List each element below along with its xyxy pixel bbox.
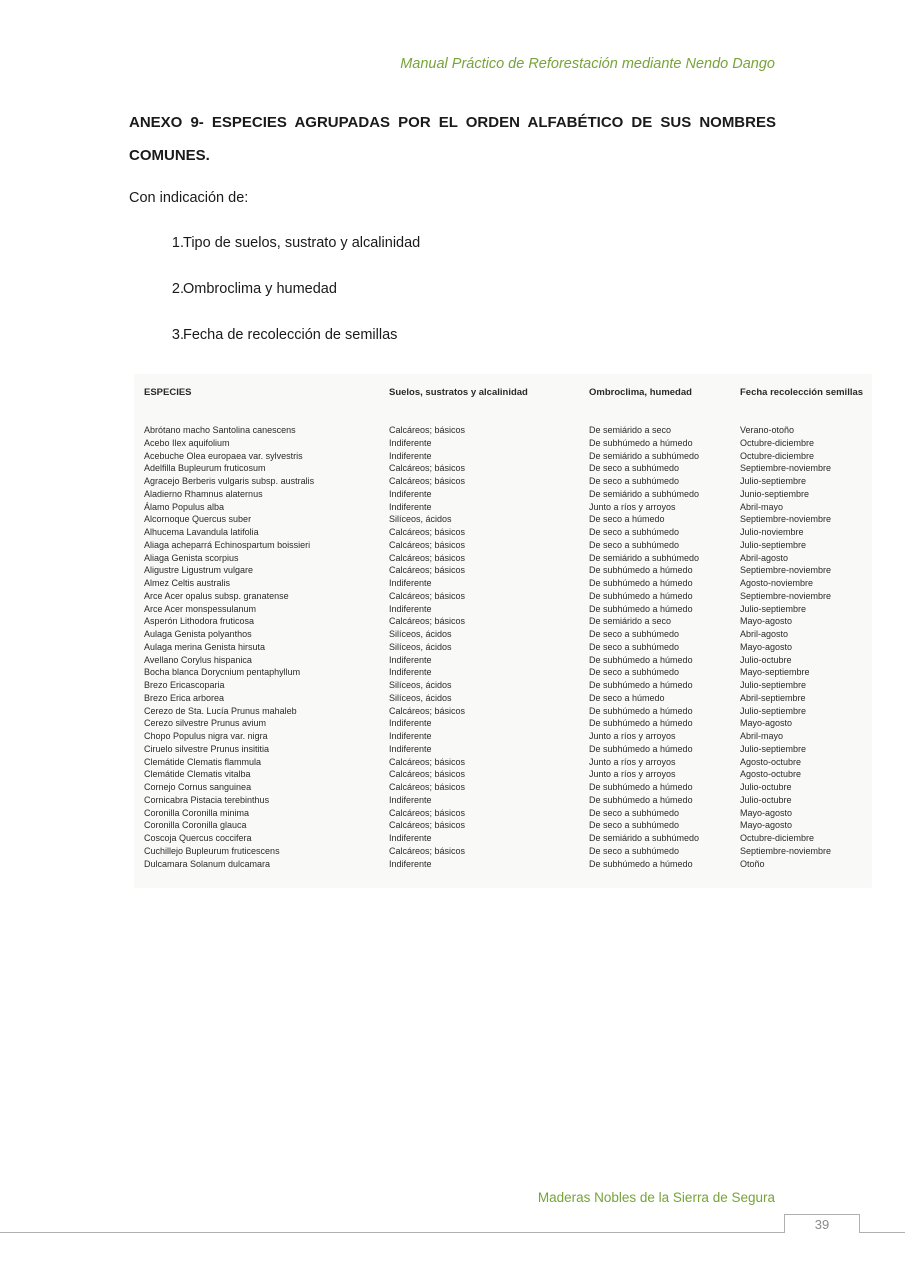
cell-soils: Indiferente [389,833,432,843]
cell-soils: Silíceos, ácidos [389,514,452,525]
cell-soils: Calcáreos; básicos [389,590,466,601]
cell-soils: Indiferente [389,450,432,461]
cell-species: Clemátide Clematis vitalba [144,769,251,780]
cell-seed-date: Julio-octubre [740,794,792,805]
criteria-number: 3. [171,327,184,343]
cell-soils: Calcáreos; básicos [389,820,466,831]
cell-seed-date: Abril-agosto [740,552,789,563]
cell-ombroclimate: De semiárido a seco [589,425,672,435]
cell-soils: Indiferente [389,603,432,614]
cell-soils: Calcáreos; básicos [389,807,466,818]
cell-species: Agracejo Berberis vulgaris subsp. australis [144,476,315,486]
cell-seed-date: Septiembre-noviembre [740,845,832,856]
cell-species: Alhucema Lavandula latifolia [144,527,259,537]
cell-ombroclimate: De subhúmedo a húmedo [589,603,693,614]
table-row [134,807,872,820]
cell-ombroclimate: De seco a subhúmedo [589,463,680,474]
cell-ombroclimate: De subhúmedo a húmedo [589,858,693,869]
cell-species: Acebo Ilex aquifolium [144,437,230,448]
cell-soils: Silíceos, ácidos [389,629,452,639]
table-row [134,832,872,845]
table-row [134,717,872,730]
cell-seed-date: Octubre-diciembre [740,833,815,843]
footer-text: Maderas Nobles de la Sierra de Segura [537,1190,775,1205]
cell-ombroclimate: De seco a subhúmedo [589,641,680,652]
cell-ombroclimate: Junto a ríos y arroyos [589,501,676,512]
cell-soils: Indiferente [389,743,432,754]
cell-ombroclimate: De seco a subhúmedo [589,476,680,486]
species-table [134,374,872,888]
criteria-number: 1. [171,235,184,251]
cell-seed-date: Otoño [740,858,765,869]
cell-ombroclimate: De seco a subhúmedo [589,629,680,639]
cell-seed-date: Abril-mayo [740,731,784,741]
cell-species: Aladierno Rhamnus alaternus [144,488,263,499]
cell-ombroclimate: De semiárido a subhúmedo [589,833,700,843]
table-row [134,513,872,526]
cell-seed-date: Julio-septiembre [740,539,807,550]
cell-ombroclimate: De seco a húmedo [589,514,665,525]
cell-soils: Calcáreos; básicos [389,476,466,486]
table-row [134,781,872,794]
cell-species: Asperón Lithodora fruticosa [144,616,255,627]
criteria-text: Ombroclima y humedad [183,281,337,297]
cell-ombroclimate: De seco a subhúmedo [589,807,680,818]
cell-soils: Silíceos, ácidos [389,692,452,703]
cell-soils: Indiferente [389,437,432,448]
cell-soils: Calcáreos; básicos [389,616,466,627]
cell-seed-date: Abril-mayo [740,501,784,512]
cell-species: Aliaga acheparrá Echinospartum boissieri [144,539,311,550]
table-row [134,539,872,552]
cell-ombroclimate: De subhúmedo a húmedo [589,590,693,601]
cell-ombroclimate: Junto a ríos y arroyos [589,731,676,741]
cell-species: Cuchillejo Bupleurum fruticescens [144,845,280,856]
cell-species: Aliaga Genista scorpius [144,552,239,563]
cell-ombroclimate: De semiárido a subhúmedo [589,552,700,563]
column-header-soils: Suelos, sustratos y alcalinidad [389,387,528,398]
cell-seed-date: Julio-noviembre [740,527,804,537]
cell-ombroclimate: De subhúmedo a húmedo [589,654,693,665]
cell-species: Alcornoque Quercus suber [144,514,252,525]
cell-seed-date: Julio-septiembre [740,680,807,690]
footer-divider [0,1232,905,1233]
intro-text: Con indicación de: [129,190,249,206]
cell-soils: Calcáreos; básicos [389,756,466,767]
cell-soils: Silíceos, ácidos [389,641,452,652]
column-header-seed-date: Fecha recolección semillas [740,387,864,398]
cell-seed-date: Julio-septiembre [740,743,807,754]
table-row [134,615,872,628]
cell-ombroclimate: De semiárido a subhúmedo [589,450,700,461]
criteria-text: Tipo de suelos, sustrato y alcalinidad [183,235,421,251]
cell-ombroclimate: De subhúmedo a húmedo [589,578,693,588]
cell-ombroclimate: De seco a subhúmedo [589,820,680,831]
cell-ombroclimate: Junto a ríos y arroyos [589,756,676,767]
cell-ombroclimate: Junto a ríos y arroyos [589,769,676,780]
cell-species: Coronilla Coronilla glauca [144,820,247,831]
cell-species: Aligustre Ligustrum vulgare [144,565,254,576]
table-row [134,858,872,871]
cell-seed-date: Abril-septiembre [740,692,806,703]
cell-species: Arce Acer opalus subsp. granatense [144,590,289,601]
table-row [134,768,872,781]
table-row [134,679,872,692]
table-row [134,603,872,616]
cell-seed-date: Mayo-agosto [740,807,793,818]
table-row [134,743,872,756]
table-row [134,666,872,679]
cell-soils: Indiferente [389,858,432,869]
cell-seed-date: Agosto-octubre [740,756,802,767]
cell-soils: Calcáreos; básicos [389,565,466,576]
cell-species: Coscoja Quercus coccifera [144,833,252,843]
cell-soils: Indiferente [389,578,432,588]
cell-species: Cornicabra Pistacia terebinthus [144,794,270,805]
cell-ombroclimate: De seco a subhúmedo [589,845,680,856]
cell-species: Adelfilla Bupleurum fruticosum [144,463,266,474]
table-row [134,501,872,514]
cell-ombroclimate: De subhúmedo a húmedo [589,437,693,448]
table-row [134,552,872,565]
table-row [134,654,872,667]
cell-seed-date: Mayo-agosto [740,820,793,831]
cell-seed-date: Mayo-agosto [740,718,793,729]
cell-soils: Calcáreos; básicos [389,769,466,780]
table-row [134,705,872,718]
cell-species: Almez Celtis australis [144,578,231,588]
cell-seed-date: Julio-octubre [740,654,792,665]
cell-species: Álamo Populus alba [144,501,225,512]
cell-seed-date: Julio-septiembre [740,705,807,716]
cell-soils: Calcáreos; básicos [389,782,466,792]
cell-species: Abrótano macho Santolina canescens [144,425,296,435]
table-row [134,424,872,437]
cell-species: Cerezo silvestre Prunus avium [144,718,267,729]
cell-soils: Calcáreos; básicos [389,463,466,474]
section-title: ANEXO 9- ESPECIES AGRUPADAS POR EL ORDEN ALFABÉTICO DE SUS NOMBRES COMUNES. [129,114,776,164]
cell-soils: Indiferente [389,794,432,805]
cell-soils: Indiferente [389,667,432,678]
cell-species: Dulcamara Solanum dulcamara [144,858,271,869]
running-header: Manual Práctico de Reforestación mediante Nendo Dango [400,56,775,72]
cell-seed-date: Mayo-septiembre [740,667,810,678]
criteria-item [129,327,420,373]
column-header-species: ESPECIES [144,387,192,398]
column-header-ombroclimate: Ombroclima, humedad [589,387,692,398]
table-row [134,730,872,743]
cell-species: Acebuche Olea europaea var. sylvestris [144,450,303,461]
cell-seed-date: Mayo-agosto [740,641,793,652]
cell-seed-date: Octubre-diciembre [740,437,815,448]
cell-ombroclimate: De semiárido a seco [589,616,672,627]
cell-species: Cerezo de Sta. Lucía Prunus mahaleb [144,705,297,716]
cell-seed-date: Julio-septiembre [740,476,807,486]
cell-soils: Indiferente [389,718,432,729]
cell-seed-date: Septiembre-noviembre [740,463,832,474]
cell-ombroclimate: De subhúmedo a húmedo [589,680,693,690]
cell-species: Brezo Erica arborea [144,692,225,703]
cell-species: Aulaga Genista polyanthos [144,629,252,639]
cell-species: Cornejo Cornus sanguinea [144,782,252,792]
cell-soils: Indiferente [389,731,432,741]
criteria-item [129,235,420,281]
table-row [134,756,872,769]
table-row [134,488,872,501]
cell-seed-date: Octubre-diciembre [740,450,815,461]
table-row [134,475,872,488]
cell-ombroclimate: De subhúmedo a húmedo [589,794,693,805]
criteria-text: Fecha de recolección de semillas [183,327,398,343]
cell-species: Bocha blanca Dorycnium pentaphyllum [144,667,301,678]
criteria-item [129,281,420,327]
table-row [134,692,872,705]
cell-soils: Calcáreos; básicos [389,705,466,716]
cell-ombroclimate: De subhúmedo a húmedo [589,782,693,792]
cell-ombroclimate: De subhúmedo a húmedo [589,705,693,716]
cell-seed-date: Verano-otoño [740,425,795,435]
cell-seed-date: Abril-agosto [740,629,789,639]
table-row [134,819,872,832]
cell-soils: Indiferente [389,488,432,499]
cell-seed-date: Septiembre-noviembre [740,514,832,525]
cell-soils: Calcáreos; básicos [389,539,466,550]
table-row [134,564,872,577]
cell-ombroclimate: De seco a húmedo [589,692,665,703]
cell-species: Chopo Populus nigra var. nigra [144,731,268,741]
table-body [134,424,872,870]
cell-seed-date: Julio-septiembre [740,603,807,614]
cell-species: Avellano Corylus hispanica [144,654,252,665]
cell-species: Ciruelo silvestre Prunus insititia [144,743,270,754]
cell-seed-date: Junio-septiembre [740,488,810,499]
table-row [134,437,872,450]
cell-ombroclimate: De subhúmedo a húmedo [589,718,693,729]
cell-species: Arce Acer monspessulanum [144,603,257,614]
cell-seed-date: Septiembre-noviembre [740,565,832,576]
cell-soils: Calcáreos; básicos [389,425,466,435]
cell-ombroclimate: De subhúmedo a húmedo [589,743,693,754]
table-row [134,628,872,641]
cell-soils: Silíceos, ácidos [389,680,452,690]
cell-species: Brezo Ericascoparia [144,680,225,690]
cell-ombroclimate: De subhúmedo a húmedo [589,565,693,576]
cell-seed-date: Agosto-octubre [740,769,802,780]
cell-ombroclimate: De seco a subhúmedo [589,539,680,550]
page-number: 39 [814,1217,830,1232]
table-row [134,526,872,539]
table-row [134,462,872,475]
table-row [134,845,872,858]
cell-soils: Calcáreos; básicos [389,552,466,563]
cell-species: Aulaga merina Genista hirsuta [144,641,266,652]
cell-soils: Calcáreos; básicos [389,845,466,856]
criteria-number: 2. [171,281,184,297]
table-row [134,590,872,603]
cell-soils: Indiferente [389,654,432,665]
table-row [134,450,872,463]
cell-seed-date: Mayo-agosto [740,616,793,627]
criteria-list [129,235,420,373]
cell-ombroclimate: De seco a subhúmedo [589,667,680,678]
cell-soils: Calcáreos; básicos [389,527,466,537]
table-row [134,794,872,807]
cell-species: Clemátide Clematis flammula [144,756,262,767]
table-row [134,641,872,654]
cell-seed-date: Septiembre-noviembre [740,590,832,601]
table-row [134,577,872,590]
cell-seed-date: Julio-octubre [740,782,792,792]
cell-ombroclimate: De seco a subhúmedo [589,527,680,537]
cell-seed-date: Agosto-noviembre [740,578,814,588]
cell-soils: Indiferente [389,501,432,512]
cell-ombroclimate: De semiárido a subhúmedo [589,488,700,499]
cell-species: Coronilla Coronilla minima [144,807,250,818]
